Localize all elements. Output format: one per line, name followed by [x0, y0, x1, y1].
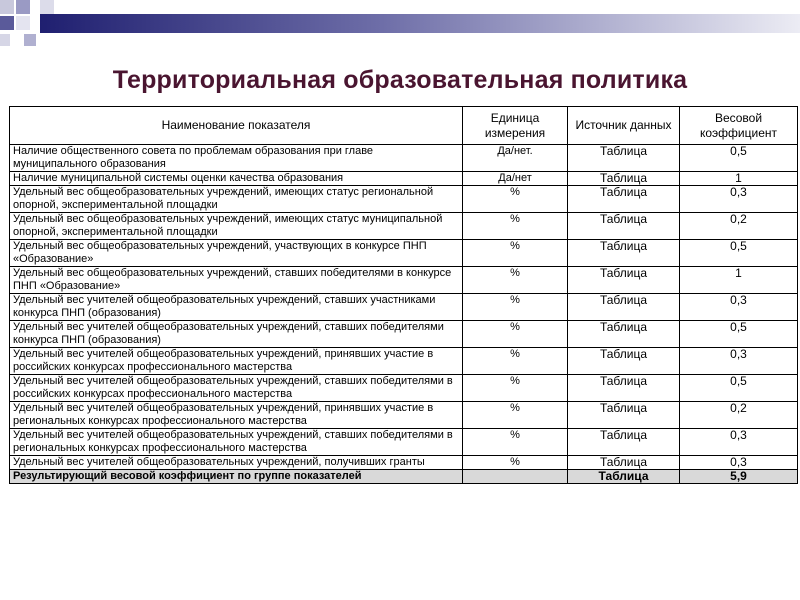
indicator-name-cell: Наличие муниципальной системы оценки качества образования	[10, 172, 463, 186]
unit-cell: %	[463, 348, 568, 375]
table-row	[10, 240, 798, 267]
source-cell: Таблица	[568, 456, 680, 470]
unit-cell: Да/нет.	[463, 145, 568, 172]
table-row	[10, 375, 798, 402]
weight-cell: 1	[680, 267, 798, 294]
table-row	[10, 267, 798, 294]
weight-cell: 1	[680, 172, 798, 186]
table-row	[10, 294, 798, 321]
weight-cell: 0,5	[680, 145, 798, 172]
indicators-table	[9, 106, 798, 484]
header-weight: Весовой коэффициент	[680, 107, 798, 145]
source-cell: Таблица	[568, 321, 680, 348]
indicator-name-cell: Удельный вес учителей общеобразовательных учреждений, ставших победителями в российских конкурсах профессионального мастерства	[10, 375, 463, 402]
table-body	[10, 145, 798, 484]
header-source: Источник данных	[568, 107, 680, 145]
source-cell: Таблица	[568, 375, 680, 402]
source-cell: Таблица	[568, 402, 680, 429]
indicator-name-cell: Наличие общественного совета по проблемам образования при главе муниципального образования	[10, 145, 463, 172]
weight-cell: 0,2	[680, 402, 798, 429]
header-banner	[0, 0, 800, 48]
unit-cell: %	[463, 375, 568, 402]
unit-cell: %	[463, 321, 568, 348]
source-cell: Таблица	[568, 429, 680, 456]
weight-cell: 0,2	[680, 213, 798, 240]
weight-cell: 0,5	[680, 375, 798, 402]
indicator-name-cell: Удельный вес общеобразовательных учреждений, имеющих статус муниципальной опорной, экспериментальной площадки	[10, 213, 463, 240]
weight-cell: 0,5	[680, 321, 798, 348]
table-row	[10, 456, 798, 470]
table-row	[10, 348, 798, 375]
unit-cell: %	[463, 294, 568, 321]
total-weight-cell: 5,9	[680, 470, 798, 484]
banner-graphic	[0, 0, 800, 48]
table-row	[10, 145, 798, 172]
header-indicator-name: Наименование показателя	[10, 107, 463, 145]
indicator-name-cell: Удельный вес общеобразовательных учреждений, участвующих в конкурсе ПНП «Образование»	[10, 240, 463, 267]
unit-cell: %	[463, 402, 568, 429]
indicator-name-cell: Удельный вес учителей общеобразовательных учреждений, принявших участие в региональных конкурсах профессионального мастерства	[10, 402, 463, 429]
source-cell: Таблица	[568, 145, 680, 172]
source-cell: Таблица	[568, 348, 680, 375]
indicator-name-cell: Удельный вес учителей общеобразовательных учреждений, принявших участие в российских конкурсах профессионального мастерства	[10, 348, 463, 375]
weight-cell: 0,3	[680, 348, 798, 375]
weight-cell: 0,5	[680, 240, 798, 267]
weight-cell: 0,3	[680, 456, 798, 470]
source-cell: Таблица	[568, 213, 680, 240]
page-title: Территориальная образовательная политика	[112, 66, 688, 94]
total-row	[10, 470, 798, 484]
source-cell: Таблица	[568, 186, 680, 213]
indicator-name-cell: Удельный вес общеобразовательных учреждений, имеющих статус региональной опорной, экспериментальной площадки	[10, 186, 463, 213]
unit-cell: %	[463, 429, 568, 456]
table-row	[10, 186, 798, 213]
indicator-name-cell: Удельный вес учителей общеобразовательных учреждений, ставших победителями конкурса ПНП (образования)	[10, 321, 463, 348]
indicator-name-cell: Удельный вес учителей общеобразовательных учреждений, ставших победителями в региональных конкурсах профессионального мастерства	[10, 429, 463, 456]
header-unit: Единица измерения	[463, 107, 568, 145]
table-row	[10, 402, 798, 429]
indicator-name-cell: Удельный вес общеобразовательных учреждений, ставших победителями в конкурсе ПНП «Образование»	[10, 267, 463, 294]
table-row	[10, 213, 798, 240]
unit-cell: %	[463, 267, 568, 294]
source-cell: Таблица	[568, 240, 680, 267]
total-source-cell: Таблица	[568, 470, 680, 484]
total-name-cell: Результирующий весовой коэффициент по группе показателей	[10, 470, 463, 484]
weight-cell: 0,3	[680, 294, 798, 321]
table-row	[10, 321, 798, 348]
table-header-row	[10, 107, 798, 145]
table-row	[10, 172, 798, 186]
weight-cell: 0,3	[680, 429, 798, 456]
unit-cell: %	[463, 213, 568, 240]
table-row	[10, 429, 798, 456]
total-unit-cell	[463, 470, 568, 484]
source-cell: Таблица	[568, 172, 680, 186]
unit-cell: %	[463, 456, 568, 470]
indicator-name-cell: Удельный вес учителей общеобразовательных учреждений, ставших участниками конкурса ПНП (образования)	[10, 294, 463, 321]
weight-cell: 0,3	[680, 186, 798, 213]
unit-cell: %	[463, 186, 568, 213]
unit-cell: Да/нет	[463, 172, 568, 186]
indicator-name-cell: Удельный вес учителей общеобразовательных учреждений, получивших гранты	[10, 456, 463, 470]
source-cell: Таблица	[568, 267, 680, 294]
source-cell: Таблица	[568, 294, 680, 321]
unit-cell: %	[463, 240, 568, 267]
